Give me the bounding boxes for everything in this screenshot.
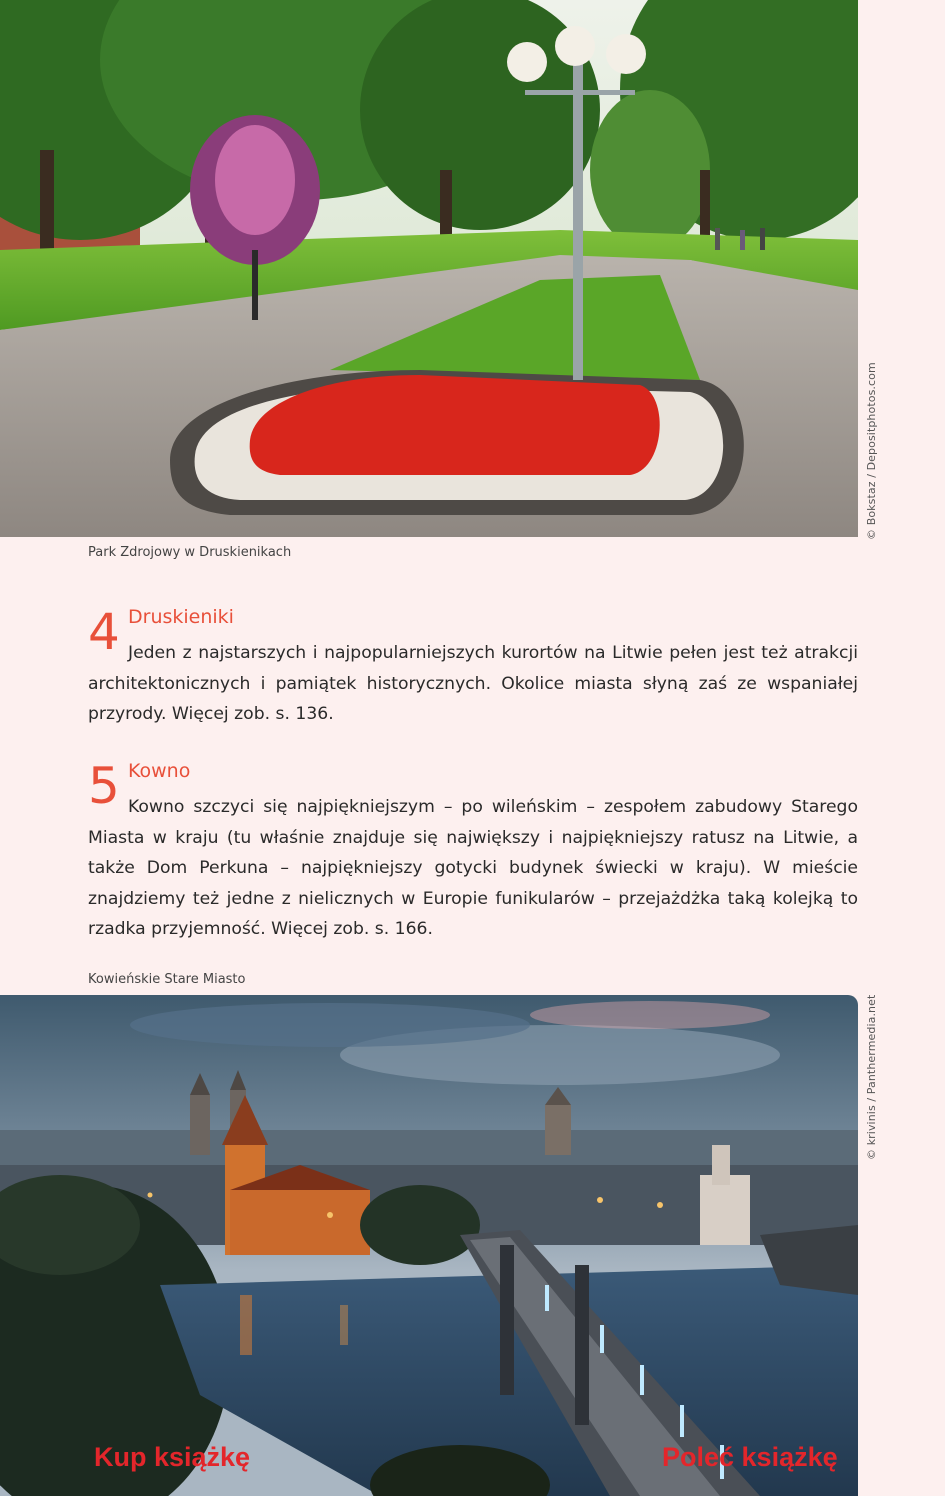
kaunas-photo <box>0 995 858 1496</box>
entry-kowno <box>88 758 858 945</box>
entry-text: Jeden z najstarszych i najpopularniejszych kurortów na Litwie pełen jest też atrakcji architektonicznych i pamiątek historycznych. Okolice miasta słyną zaś ze wspaniałej przyrody. Więcej zob. s. 136. <box>88 643 858 724</box>
photo-credit-park: © Bokstaz / Depositphotos.com <box>865 362 878 540</box>
entry-title: Druskieniki <box>128 606 234 628</box>
entry-number: 4 <box>88 603 120 661</box>
entry-druskieniki <box>88 604 858 730</box>
photo-credit-kaunas: © krivinis / Panthermedia.net <box>865 994 878 1160</box>
park-photo <box>0 0 858 537</box>
entry-title: Kowno <box>128 760 191 782</box>
entry-number: 5 <box>88 757 120 815</box>
photo-caption-kaunas: Kowieńskie Stare Miasto <box>88 972 246 987</box>
photo-caption-park: Park Zdrojowy w Druskienikach <box>88 545 292 560</box>
entry-text: Kowno szczyci się najpiękniejszym – po wileńskim – zespołem zabudowy Starego Miasta w kraju (tu właśnie znajduje się największy i najpiękniejszy ratusz na Litwie, a także Dom Perkuna – najpiękniejszy gotycki budynek świecki w kraju). W mieście znajdziemy też jedne z nielicznych w Europie funikularów – przejażdżka taką kolejką to rzadka przyjemność. Więcej zob. s. 166. <box>88 797 858 939</box>
recommend-book-link[interactable]: Poleć książkę <box>662 1442 838 1472</box>
buy-book-link[interactable]: Kup książkę <box>94 1442 251 1472</box>
